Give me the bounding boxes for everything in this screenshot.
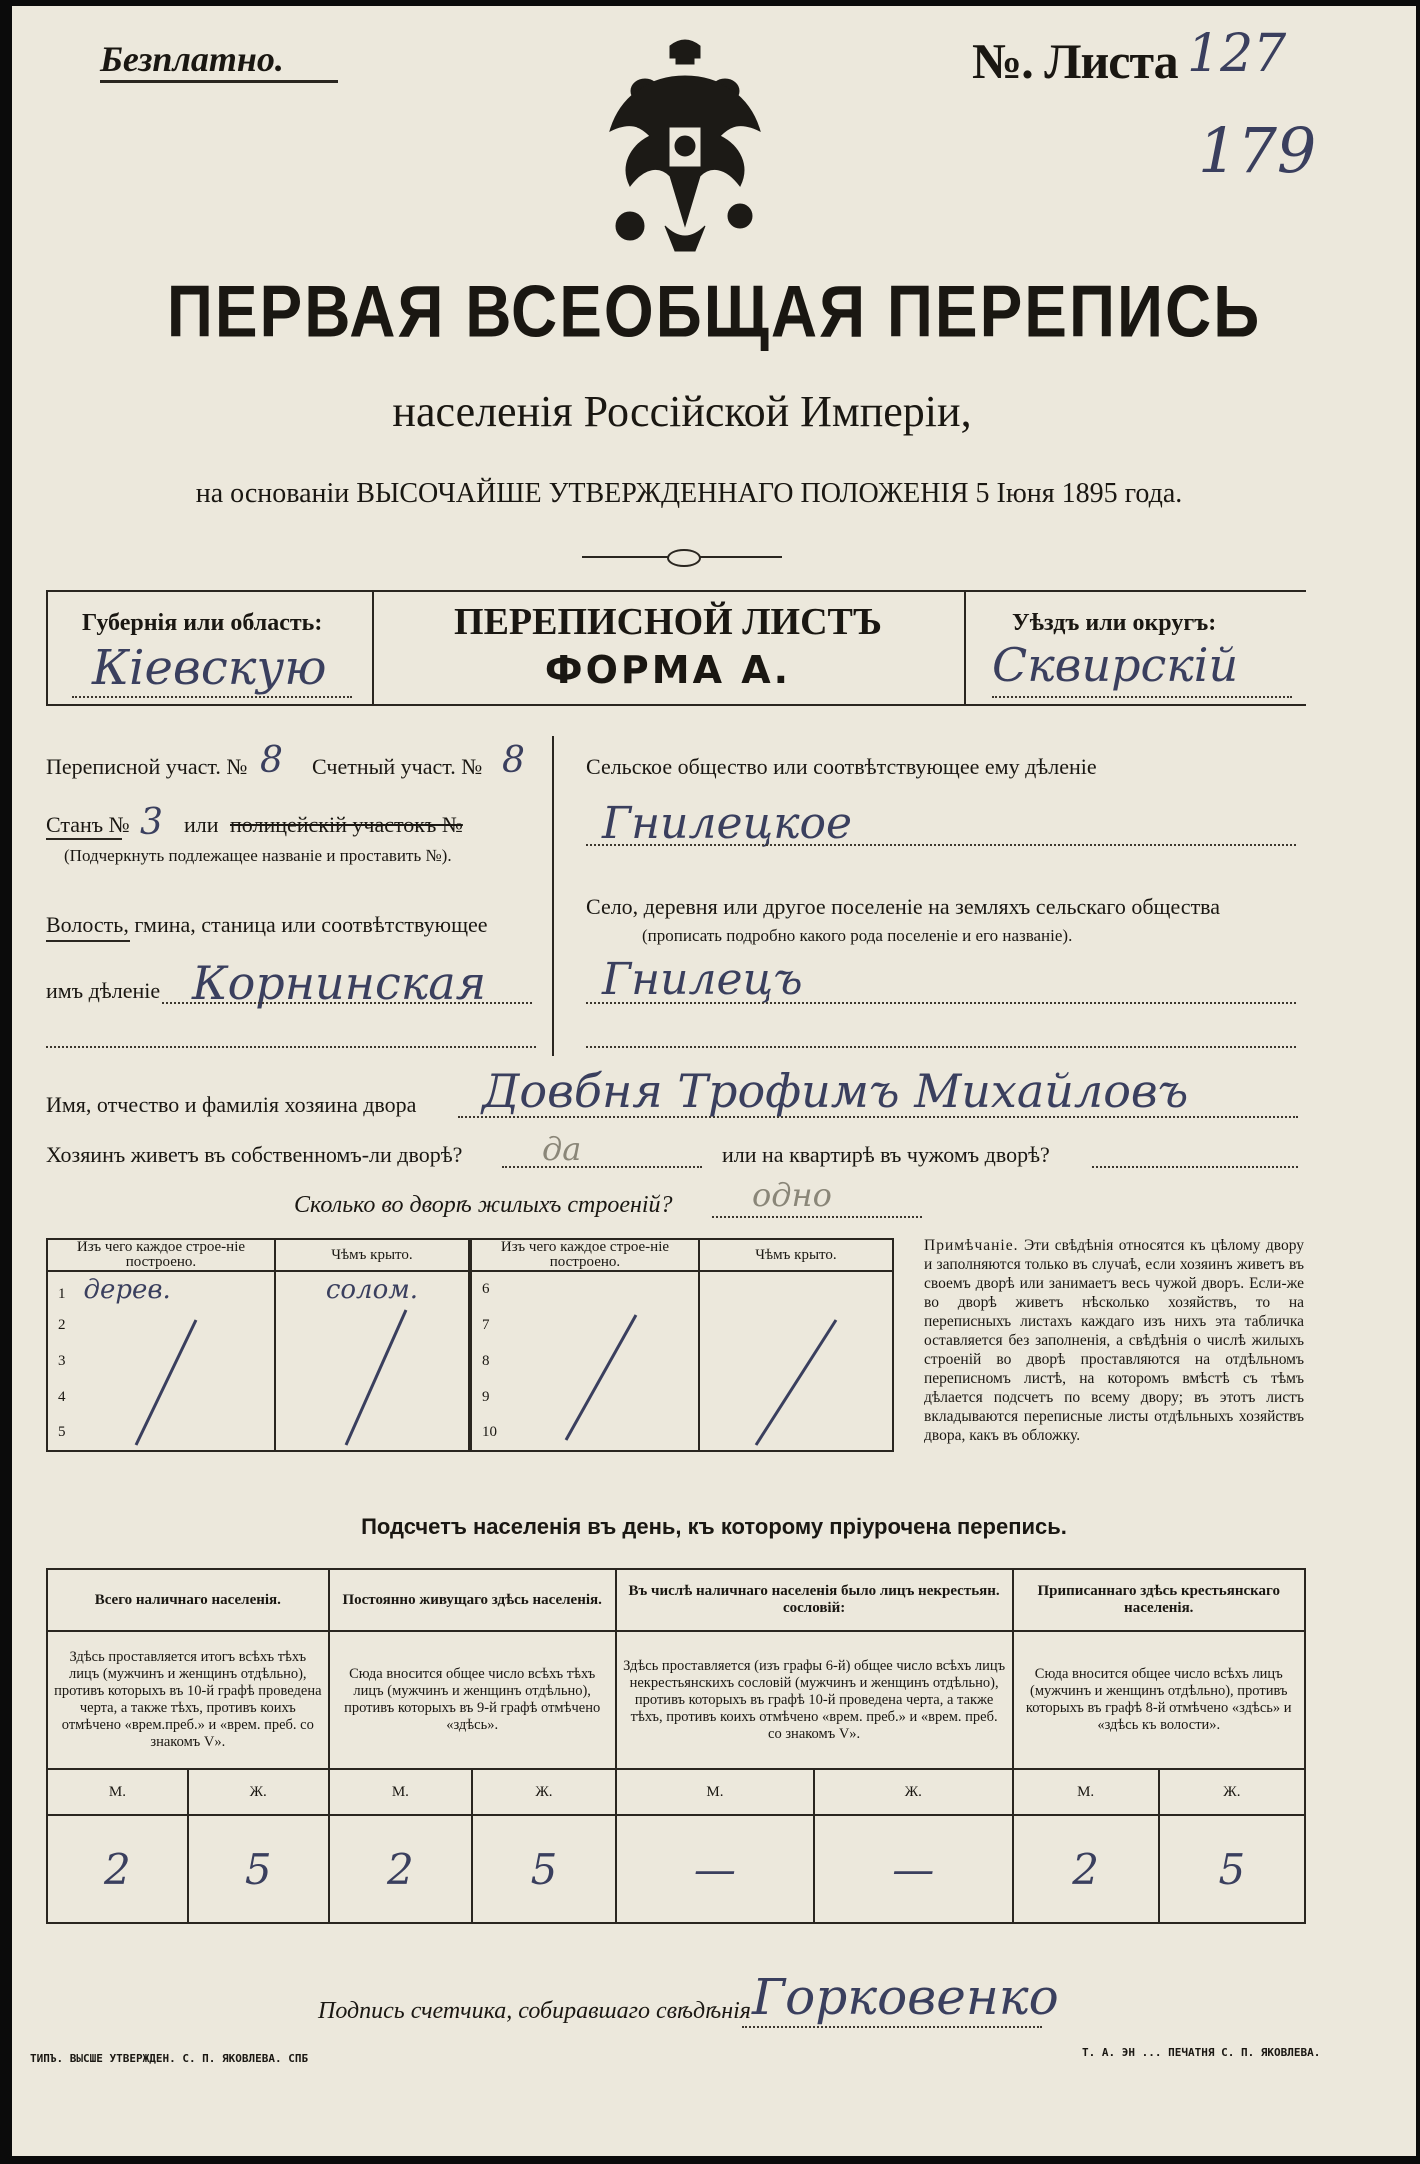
row1-roof: солом. [325, 1274, 419, 1305]
row-num: 3 [47, 1343, 275, 1379]
pop-col4-m: 2 [1013, 1815, 1159, 1923]
ornament-center [667, 549, 701, 567]
uezd-value: Сквирскій [992, 638, 1239, 692]
schetny-value: 8 [502, 740, 525, 781]
sheet-no-label: №. Листа [972, 33, 1178, 89]
village-line2 [586, 1046, 1296, 1048]
own-yard-value: да [542, 1130, 582, 1168]
pop-col4-head: Приписаннаго здѣсь крестьянскаго населенія. [1013, 1569, 1306, 1631]
pop-col1-head: Всего наличнаго населенія. [47, 1569, 329, 1631]
row1-material: дерев. [83, 1274, 171, 1305]
police-label: полицейскій участокъ № [230, 812, 463, 837]
form-box-left [46, 590, 48, 706]
volost-line [162, 1002, 532, 1004]
village-value: Гнилецъ [602, 954, 803, 1005]
note-block [924, 1236, 1304, 1445]
guberniya-label: Губернія или область: [82, 610, 323, 636]
pop-col1-desc: Здѣсь проставляется итогъ всѣхъ тѣхъ лицъ (мужчинъ и женщинъ отдѣльно), противъ которыхъ въ 10-й графѣ проведена черта, а также тѣхъ, противъ коихъ отмѣчено «врем.преб.» и «врем. преб. со знакомъ V». [47, 1631, 329, 1769]
stan-note: (Подчеркнуть подлежащее названіе и проставить №). [64, 846, 452, 865]
owner-name-value: Довбня Трофимъ Михайловъ [482, 1064, 1189, 1118]
sheet-no-value: 127 [1187, 24, 1287, 84]
uezd-label: Уѣздъ или округъ: [1012, 610, 1217, 636]
own-yard-label: Хозяинъ живетъ въ собственномъ-ли дворѣ? [46, 1142, 463, 1167]
main-title: ПЕРВАЯ ВСЕОБЩАЯ ПЕРЕПИСЬ [166, 269, 1262, 353]
pop-col4-f: 5 [1159, 1815, 1305, 1923]
pop-col2-desc: Сюда вносится общее число всѣхъ тѣхъ лицъ (мужчинъ и женщинъ отдѣльно), противъ которыхъ въ 9-й графѣ отмѣчено «здѣсь». [329, 1631, 616, 1769]
f-label: Ж. [814, 1769, 1012, 1815]
guberniya-line [72, 696, 352, 698]
population-title: Подсчетъ населенія въ день, къ которому пріурочена перепись. [361, 1514, 1067, 1539]
uchastok-label: Переписной участ. № [46, 754, 248, 779]
owner-name-label: Имя, отчество и фамилія хозяина двора [46, 1092, 417, 1117]
society-line [586, 844, 1296, 846]
form-box-top [46, 590, 1306, 592]
m-label: М. [1013, 1769, 1159, 1815]
f-label: Ж. [1159, 1769, 1305, 1815]
society-label: Сельское общество или соотвѣтствующее ему дѣленіе [586, 754, 1097, 779]
free-label: Безплатно. [100, 39, 284, 79]
stan-value: 3 [140, 802, 163, 843]
printer-left: ТИПЪ. ВЫСШЕ УТВЕРЖДЕН. С. П. ЯКОВЛЕВА. СПБ [30, 2052, 309, 2065]
uchastok-value: 8 [260, 740, 283, 781]
form-box-div2 [964, 590, 966, 706]
owner-name-line [458, 1116, 1298, 1118]
pop-col3-f: — [814, 1815, 1012, 1923]
col-roof-header: Чѣмъ крыто. [699, 1239, 893, 1271]
row-num: 10 [471, 1415, 699, 1451]
printer-right: Т. А. ЭН ... ПЕЧАТНЯ С. П. ЯКОВЛЕВА. [1082, 2046, 1321, 2059]
society-value: Гнилецкое [602, 798, 853, 849]
pop-col2-head: Постоянно живущаго здѣсь населенія. [329, 1569, 616, 1631]
row-num: 8 [471, 1343, 699, 1379]
row-num: 9 [471, 1379, 699, 1415]
pop-col3-desc: Здѣсь проставляется (изъ графы 6-й) общее число всѣхъ лицъ некрестьянскихъ сословій (мужчинъ и женщинъ отдѣльно), противъ которыхъ въ графѣ 10-й проведена черта, а также тѣхъ, противъ коихъ отмѣчено «врем. преб.» и «врем. преб. со знакомъ V». [616, 1631, 1013, 1769]
pop-col3-m: — [616, 1815, 814, 1923]
row-num: 6 [471, 1271, 699, 1307]
f-label: Ж. [188, 1769, 329, 1815]
handwritten-strike-marks [46, 1270, 896, 1460]
note-text: Эти свѣдѣнія относятся къ цѣлому двору и заполняются только въ случаѣ, если хозяинъ живетъ въ своемъ дворѣ или занимаетъ весь чужой дворъ. Если-же во дворѣ живетъ нѣсколько хозяйствъ, то на переписныхъ листахъ каждаго изъ нихъ эта табличка оставляется без заполненія, а свѣдѣнія о числѣ жилыхъ строеній во дворѣ проставляются на отдѣльномъ переписномъ листѣ, на которомъ вмѣстѣ съ тѣмъ дѣлается подсчетъ по всему двору; въ этотъ листъ вкладываются переписные листы отдѣльныхъ хозяйствъ двора, какъ въ обложку. [924, 1237, 1304, 1444]
m-label: М. [616, 1769, 814, 1815]
volost-label: Волость, гмина, станица или соотвѣтствующее [46, 912, 488, 937]
stan-underline [46, 838, 122, 840]
f-label: Ж. [472, 1769, 616, 1815]
row-num: 2 [47, 1307, 275, 1343]
col-material-header: Изъ чего каждое строе-ніе построено. [47, 1239, 275, 1271]
imperial-eagle-emblem [590, 36, 780, 256]
row-num: 1 [58, 1285, 66, 1302]
pop-col3-head: Въ числѣ наличнаго населенія было лицъ некрестьян. сословій: [616, 1569, 1013, 1631]
stan-label: Станъ № [46, 812, 130, 837]
note-title: Примѣчаніе. [924, 1237, 1019, 1254]
buildings-line [712, 1216, 922, 1218]
village-line [586, 1002, 1296, 1004]
form-title: ПЕРЕПИСНОЙ ЛИСТЪ [454, 601, 882, 643]
signature-value: Горковенко [752, 1968, 1059, 2026]
subtitle: населенія Россійской Имперіи, [392, 387, 972, 436]
schetny-label: Счетный участ. № [312, 754, 483, 779]
free-underline [100, 80, 338, 83]
row-num: 7 [471, 1307, 699, 1343]
volost-underline [46, 940, 130, 942]
basis-line: на основаніи ВЫСОЧАЙШЕ УТВЕРЖДЕННАГО ПОЛОЖЕНІЯ 5 Іюня 1895 года. [195, 478, 1183, 509]
fields-divider [552, 736, 554, 1056]
col-material-header: Изъ чего каждое строе-ніе построено. [471, 1239, 699, 1271]
uezd-line [992, 696, 1292, 698]
volost-value: Корнинская [192, 956, 487, 1010]
sheet-no-value-2: 179 [1198, 114, 1317, 187]
census-sheet [12, 6, 1416, 2156]
stan-or: или [184, 812, 219, 837]
guberniya-value: Кіевскую [92, 640, 327, 696]
pop-col1-m: 2 [47, 1815, 188, 1923]
col-roof-header: Чѣмъ крыто. [275, 1239, 469, 1271]
buildings-value: одно [752, 1176, 832, 1214]
form-box-bottom [46, 704, 1306, 706]
village-label: Село, деревня или другое поселеніе на земляхъ сельскаго общества [586, 894, 1221, 919]
own-yard-line [502, 1166, 702, 1168]
village-note: (прописать подробно какого рода поселеніе и его названіе). [642, 926, 1073, 945]
volost-line2 [46, 1046, 536, 1048]
rent-label: или на квартирѣ въ чужомъ дворѣ? [722, 1142, 1050, 1167]
population-table [46, 1568, 1306, 1924]
pop-col2-m: 2 [329, 1815, 473, 1923]
row-num: 5 [47, 1415, 275, 1451]
m-label: М. [329, 1769, 473, 1815]
signature-label: Подпись счетчика, собиравшаго свѣдѣнія [318, 1998, 751, 2024]
form-subtitle: ФОРМА А. [544, 648, 792, 692]
rent-line [1092, 1166, 1298, 1168]
pop-col2-f: 5 [472, 1815, 616, 1923]
row-num: 4 [47, 1379, 275, 1415]
buildings-label: Сколько во дворѣ жилыхъ строеній? [294, 1192, 673, 1218]
pop-col4-desc: Сюда вносится общее число всѣхъ лицъ (мужчинъ и женщинъ отдѣльно), противъ которыхъ въ графѣ 8-й отмѣчено «здѣсь» и «здѣсь къ волости». [1013, 1631, 1306, 1769]
m-label: М. [47, 1769, 188, 1815]
signature-line [742, 2026, 1042, 2028]
pop-col1-f: 5 [188, 1815, 329, 1923]
volost-label2: имъ дѣленіе [46, 978, 161, 1003]
